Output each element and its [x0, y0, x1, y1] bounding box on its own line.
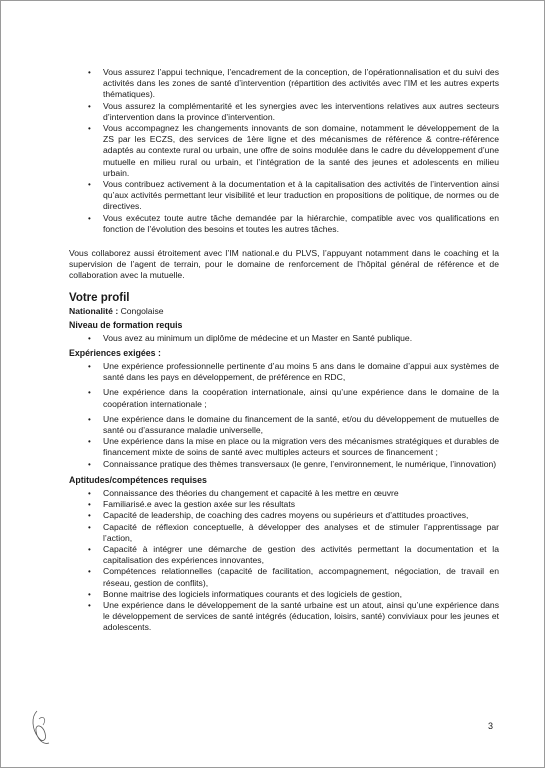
page-content: [69, 67, 499, 634]
bullet-icon: •: [88, 180, 91, 190]
experience-heading: Expériences exigées :: [69, 348, 161, 359]
bullet-icon: •: [88, 388, 91, 398]
list-item: • Vous exécutez toute autre tâche demandée par la hiérarchie, compatible avec vos qualifications en fonction de l’évolution des besoins et toutes les autres tâches.: [88, 212, 499, 234]
list-item: • Capacité à intégrer une démarche de gestion des activités permettant la documentation et la capitalisation des expériences innovantes,: [88, 543, 499, 566]
education-heading: Niveau de formation requis: [69, 319, 183, 330]
collaboration-paragraph: Vous collaborez aussi étroitement avec l’IM national.e du PLVS, l’appuyant notamment dans le coaching et la supervision de l’agent de terrain, pour le domaine de renforcement de l’hôpital général de référence et de collaboration avec la mutuelle.: [69, 248, 499, 281]
bullet-icon: •: [88, 500, 91, 510]
bullet-icon: •: [88, 567, 91, 577]
bullet-icon: •: [88, 459, 91, 469]
list-item: • Capacité de réflexion conceptuelle, à développer des analyses et de stimuler l’apprentissage par l’action,: [88, 521, 499, 543]
bullet-icon: •: [88, 68, 91, 77]
list-item: • Capacité de leadership, de coaching des cadres moyens ou supérieurs et d’attitudes proactives,: [88, 510, 469, 521]
list-item: • Connaissance des théories du changement et capacité à les mettre en œuvre: [88, 487, 399, 498]
nationality-value: Congolaise: [118, 305, 164, 316]
handwritten-initials: [29, 707, 53, 747]
list-item: • Vous avez au minimum un diplôme de médecine et un Master en Santé publique.: [88, 332, 413, 343]
bullet-icon: •: [88, 488, 91, 498]
list-item: • Une expérience dans la mise en place ou la migration vers des mécanismes stratégiques et durables de financement mixte de soins de santé avec multiples acteurs et sources de financement ;: [88, 436, 500, 458]
bullet-icon: •: [88, 101, 91, 111]
bullet-icon: •: [88, 213, 91, 223]
education-list: [69, 333, 499, 344]
bullet-icon: •: [88, 600, 91, 610]
nationality-line: [69, 306, 499, 317]
list-item: • Vous accompagnez les changements innovants de son domaine, notamment le développement de la ZS par les ECZS, des services de 1ère ligne et des mécanismes de référence & contre-référence adaptés au contexte rural ou urbain, une offre de soins modulée dans le cadre du développement d’une mutuelle en milieu rural ou urbain, et l’intégration de la santé des jeunes et adolescents en milieu urbain.: [88, 123, 499, 178]
list-item: • Vous contribuez activement à la documentation et à la capitalisation des activités de l’intervention ainsi qu’aux activités permettant leur visibilité et leur traduction en propositions de politique, de normes ou de directives.: [88, 179, 499, 212]
list-item: • Bonne maitrise des logiciels informatiques courants et des logiciels de gestion,: [88, 588, 403, 599]
list-item: • Vous assurez la complémentarité et les synergies avec les interventions relatives aux autres secteurs d’intervention dans la province d’intervention.: [88, 100, 499, 122]
responsibilities-list: [69, 67, 499, 235]
list-item: • Une expérience dans le domaine du financement de la santé, et/ou du développement de mutuelles de santé ou d’assurance maladie universelle,: [88, 413, 499, 436]
list-item: • Familiarisé.e avec la gestion axée sur les résultats: [88, 499, 296, 510]
bullet-icon: •: [88, 589, 91, 599]
list-item: • Compétences relationnelles (capacité de facilitation, accompagnement, négociation, de travail en réseau, gestion de conflits),: [88, 566, 499, 588]
bullet-icon: •: [88, 522, 91, 532]
list-item: • Une expérience professionnelle pertinente d’au moins 5 ans dans le domaine d’appui aux systèmes de santé dans les pays en développement, de préférence en RDC,: [88, 361, 499, 383]
list-item: • Vous assurez l’appui technique, l’encadrement de la conception, de l’opérationnalisation et du suivi des activités dans les zones de santé d’intervention (répartition des activités avec l’IM et les autres experts thématiques).: [88, 67, 499, 100]
bullet-icon: •: [88, 362, 91, 372]
page-number: 3: [488, 721, 494, 731]
skills-heading: Aptitudes/compétences requises: [69, 474, 207, 485]
skills-list: [69, 488, 499, 634]
experience-list: [69, 361, 499, 470]
bullet-icon: •: [88, 544, 91, 554]
bullet-icon: •: [88, 124, 91, 134]
list-item: • Une expérience dans le développement de la santé urbaine est un atout, ainsi qu’une expérience dans le développement de services de santé intégrés (éducation, loisirs, santé) conviviaux pour les jeunes et adolescents.: [88, 599, 499, 633]
profile-heading: Votre profil: [69, 291, 130, 304]
bullet-icon: •: [88, 414, 91, 424]
bullet-icon: •: [88, 333, 91, 343]
list-item: • Connaissance pratique des thèmes transversaux (le genre, l’environnement, le numérique, l’innovation): [88, 458, 497, 469]
bullet-icon: •: [88, 437, 91, 447]
list-item: • Une expérience dans la coopération internationale, ainsi qu’une expérience dans le domaine de la coopération internationale ;: [88, 387, 499, 409]
bullet-icon: •: [88, 511, 91, 521]
nationality-label: Nationalité :: [69, 305, 119, 316]
